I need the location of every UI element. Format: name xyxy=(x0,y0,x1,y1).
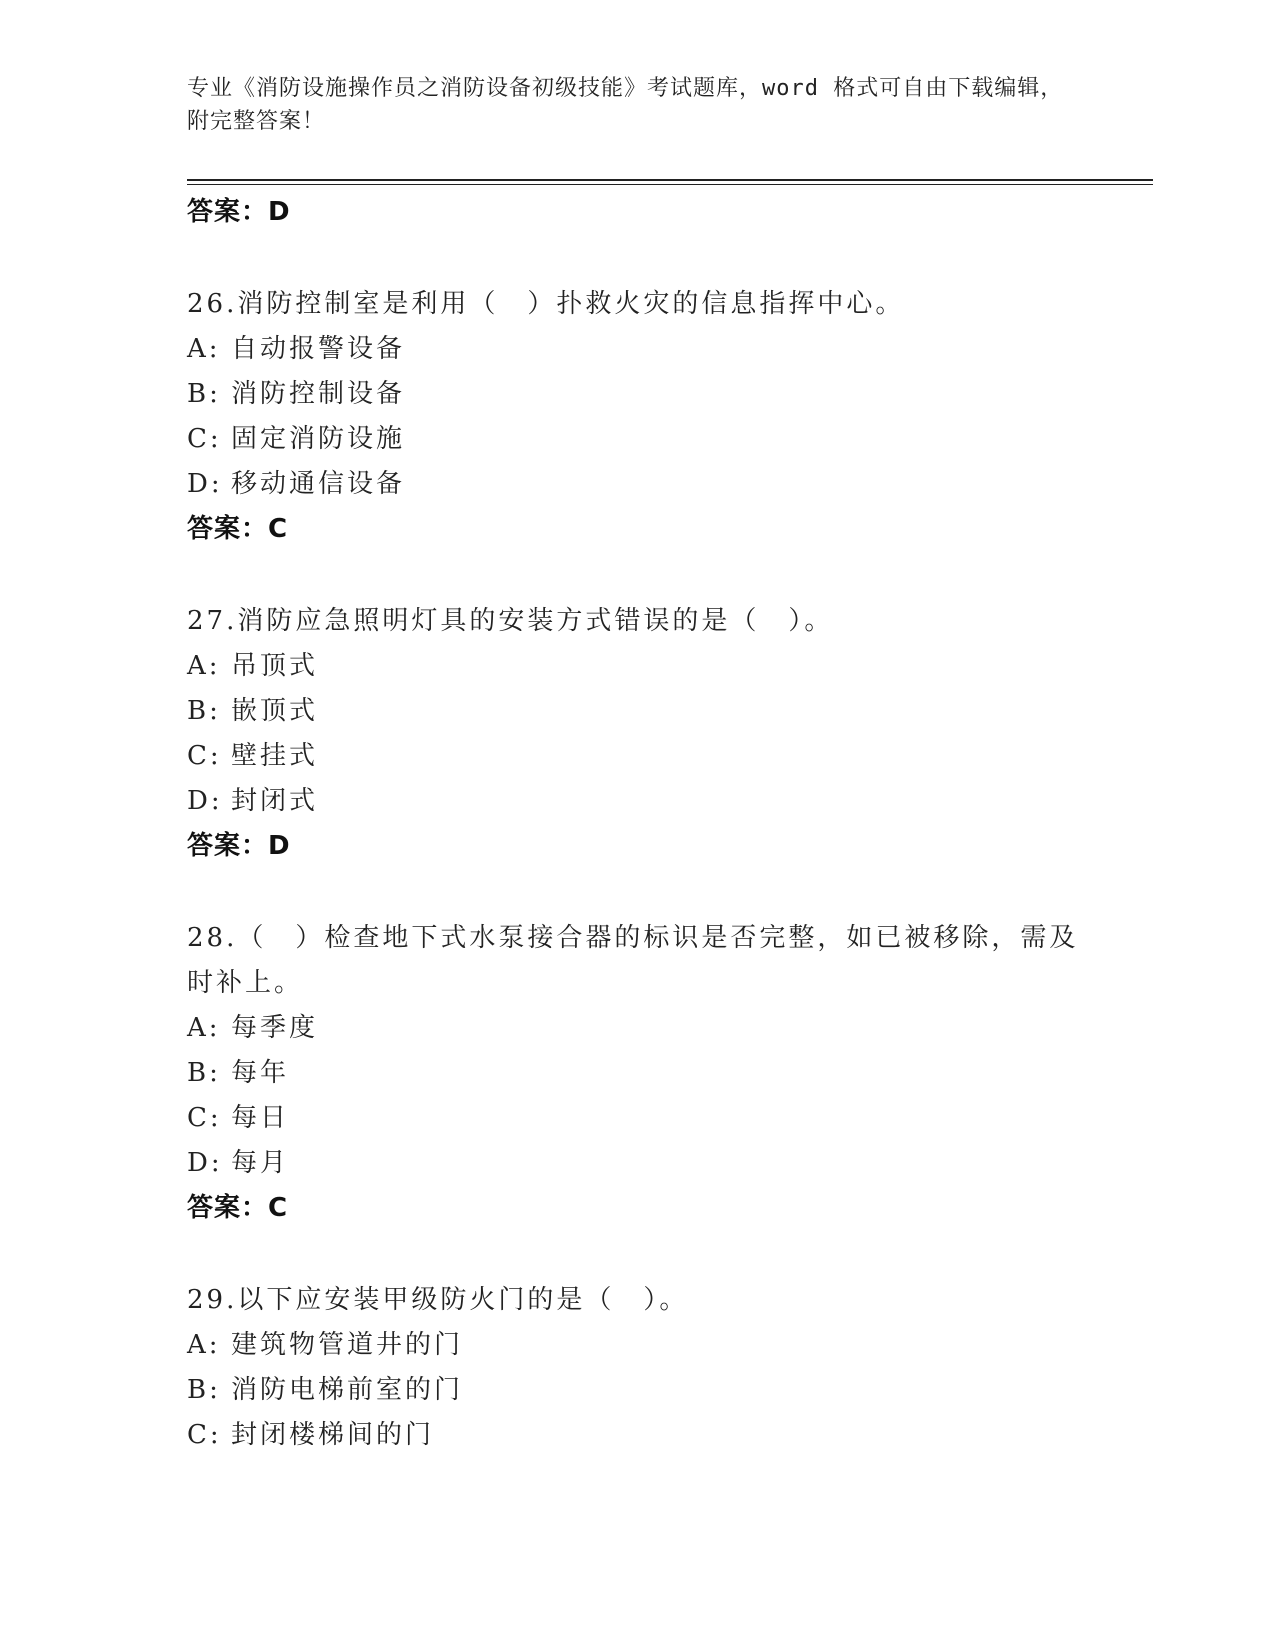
answer-label: 答案： xyxy=(187,831,269,861)
option-key: C: xyxy=(187,424,222,454)
option-key: C: xyxy=(187,1420,222,1450)
option-key: C: xyxy=(187,741,222,771)
answer-label: 答案： xyxy=(187,1193,269,1223)
option-text: 封闭式 xyxy=(231,786,319,816)
question-27 xyxy=(187,599,1107,869)
option-text: 建筑物管道井的门 xyxy=(231,1330,464,1360)
option-b xyxy=(187,689,1107,734)
header-divider-thin xyxy=(187,184,1153,185)
question-list xyxy=(187,190,1107,1458)
option-key: D: xyxy=(187,1148,223,1178)
option-key: B: xyxy=(187,1058,221,1088)
answer-value: C xyxy=(268,1193,289,1223)
option-text: 嵌顶式 xyxy=(231,696,319,726)
answer-value: D xyxy=(268,197,291,227)
option-key: C: xyxy=(187,1103,222,1133)
option-key: B: xyxy=(187,1375,221,1405)
option-c xyxy=(187,417,1107,462)
option-b xyxy=(187,1368,1107,1413)
answer-label: 答案： xyxy=(187,197,269,227)
spacer xyxy=(187,1231,1107,1278)
answer-value: C xyxy=(268,514,289,544)
option-text: 固定消防设施 xyxy=(231,424,406,454)
question-29 xyxy=(187,1278,1107,1458)
answer-26 xyxy=(187,507,1107,552)
spacer xyxy=(187,235,1107,282)
question-28 xyxy=(187,916,1107,1231)
option-text: 每日 xyxy=(231,1103,290,1133)
option-d xyxy=(187,779,1107,824)
page-header: 专业《消防设施操作员之消防设备初级技能》考试题库，word 格式可自由下载编辑，附完整答案！ xyxy=(187,76,1064,134)
option-key: B: xyxy=(187,696,221,726)
option-key: D: xyxy=(187,469,223,499)
option-c xyxy=(187,734,1107,779)
question-stem: 29.以下应安装甲级防火门的是（ ）。 xyxy=(187,1285,689,1315)
option-text: 消防电梯前室的门 xyxy=(231,1375,464,1405)
option-a xyxy=(187,327,1107,372)
question-stem: 28.（ ）检查地下式水泵接合器的标识是否完整，如已被移除，需及时补上。 xyxy=(187,923,1079,998)
option-text: 每年 xyxy=(231,1058,290,1088)
option-key: A: xyxy=(187,651,221,681)
option-d xyxy=(187,462,1107,507)
option-key: D: xyxy=(187,786,223,816)
option-text: 封闭楼梯间的门 xyxy=(231,1420,435,1450)
option-a xyxy=(187,1323,1107,1368)
option-text: 壁挂式 xyxy=(231,741,319,771)
option-b xyxy=(187,1051,1107,1096)
question-26 xyxy=(187,282,1107,552)
option-text: 每月 xyxy=(231,1148,290,1178)
option-text: 每季度 xyxy=(231,1013,319,1043)
option-a xyxy=(187,644,1107,689)
option-a xyxy=(187,1006,1107,1051)
answer-25 xyxy=(187,190,1107,235)
header-divider-thick xyxy=(187,179,1153,181)
option-key: A: xyxy=(187,1013,221,1043)
question-stem: 26.消防控制室是利用（ ）扑救火灾的信息指挥中心。 xyxy=(187,289,905,319)
answer-28 xyxy=(187,1186,1107,1231)
option-text: 吊顶式 xyxy=(231,651,319,681)
option-key: A: xyxy=(187,1330,221,1360)
option-b xyxy=(187,372,1107,417)
answer-label: 答案： xyxy=(187,514,269,544)
option-c xyxy=(187,1096,1107,1141)
option-key: B: xyxy=(187,379,221,409)
option-c xyxy=(187,1413,1107,1458)
question-stem: 27.消防应急照明灯具的安装方式错误的是（ ）。 xyxy=(187,606,834,636)
spacer xyxy=(187,869,1107,916)
answer-27 xyxy=(187,824,1107,869)
answer-value: D xyxy=(268,831,291,861)
option-text: 移动通信设备 xyxy=(231,469,406,499)
spacer xyxy=(187,552,1107,599)
option-key: A: xyxy=(187,334,221,364)
option-text: 自动报警设备 xyxy=(231,334,406,364)
option-d xyxy=(187,1141,1107,1186)
option-text: 消防控制设备 xyxy=(231,379,406,409)
